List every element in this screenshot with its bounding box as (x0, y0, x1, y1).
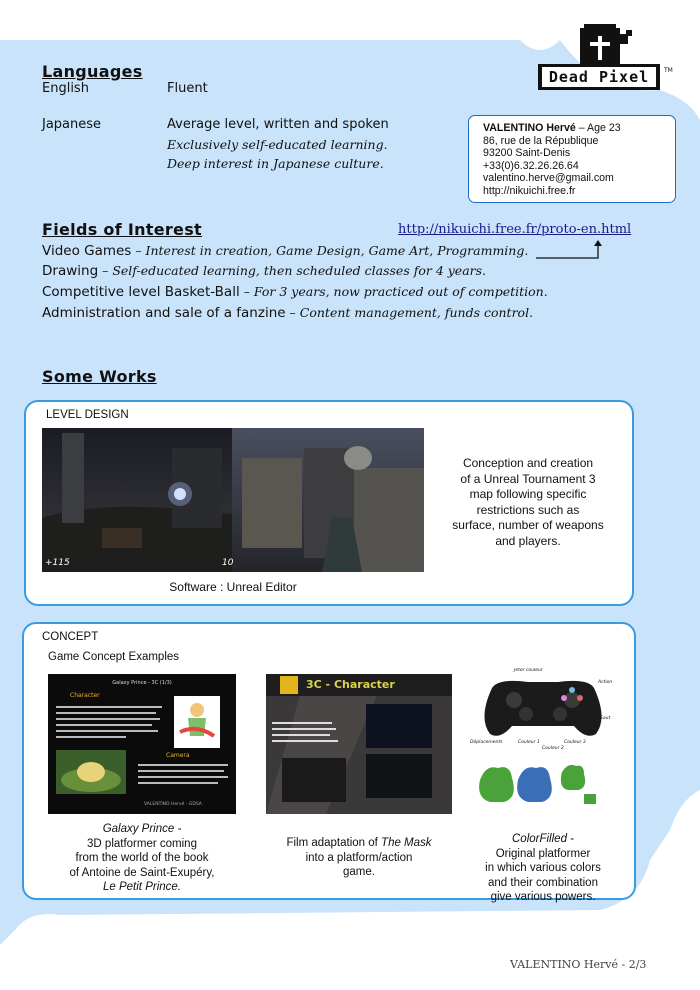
interest-detail: – For 3 years, now practiced out of competition. (239, 284, 548, 299)
interest-detail: – Interest in creation, Game Design, Game Art, Programming. (131, 243, 529, 258)
caption-line: give various powers. (490, 891, 596, 903)
interest-title: Video Games (42, 243, 132, 259)
caption-line: game. (343, 866, 375, 878)
label-throw-color: Jeter couleur (514, 668, 543, 673)
little-prince-image (174, 696, 220, 748)
description-line: surface, number of weapons (452, 518, 604, 532)
slide-text-block (56, 704, 166, 744)
label-color-2: Couleur 2 (542, 746, 564, 751)
contact-city: 93200 Saint-Denis (483, 147, 571, 160)
unreal-scene-image (42, 428, 424, 572)
slide-camera-text (138, 762, 232, 792)
description-line: restrictions such as (476, 502, 580, 517)
galaxy-prince-slide (48, 674, 236, 814)
interest-title: Competitive level Basket-Ball (42, 284, 240, 300)
description-line: Conception and creation (462, 456, 594, 470)
label-action: Action (598, 680, 613, 685)
contact-address: 86, rue de la République (483, 134, 599, 147)
level-design-card (24, 400, 634, 606)
slide-character-heading: Character (70, 692, 100, 699)
camera-text-lines (138, 762, 232, 792)
languages-heading: Languages (42, 62, 143, 81)
caption-line: 3D platformer coming (87, 837, 197, 850)
hud-health: +115 (45, 558, 70, 568)
colorfilled-caption (468, 832, 618, 905)
interest-title: Administration and sale of a fanzine (42, 305, 286, 321)
interests-heading: Fields of Interest (42, 220, 202, 239)
slide-footer: VALENTINO Hervé - GDSA (144, 802, 202, 807)
language-note-1: Exclusively self-educated learning. (167, 137, 388, 152)
caption-line: and their combination (488, 876, 598, 889)
caption-book: Le Petit Prince. (103, 881, 181, 893)
contact-name-line (483, 122, 675, 135)
description-line: of a Unreal Tournament 3 (460, 471, 596, 486)
language-name-english: English (42, 81, 89, 96)
label-movement: Déplacements (470, 740, 503, 745)
interest-detail: – Content management, funds control. (285, 305, 534, 320)
contact-age: – Age 23 (575, 122, 621, 134)
galaxy-prince-caption (34, 822, 250, 895)
mask-slide-image (266, 674, 452, 814)
level-design-description (428, 456, 628, 549)
caption-title: ColorFilled - (512, 833, 574, 845)
interest-basketball (42, 284, 548, 300)
caption-first-line (252, 836, 466, 851)
caption-line: Original platformer (495, 847, 591, 860)
interest-video-games (42, 243, 528, 259)
label-color-3: Couleur 3 (564, 740, 586, 745)
language-level-japanese: Average level, written and spoken (167, 117, 389, 132)
logo-text: Dead Pixel (548, 68, 650, 86)
concept-subtitle: Game Concept Examples (48, 651, 180, 663)
interest-title: Drawing (42, 263, 99, 279)
concept-card (22, 622, 636, 903)
interest-fanzine (42, 305, 533, 321)
contact-phone[interactable]: +33(0)6.32.26.26.64 (483, 159, 579, 172)
caption-title: Galaxy Prince - (102, 823, 182, 835)
page-footer: VALENTINO Hervé - 2/3 (510, 958, 647, 971)
little-prince-illustration (174, 696, 220, 748)
interest-drawing (42, 263, 486, 279)
description-line: and players. (495, 533, 561, 548)
language-level-english: Fluent (167, 81, 208, 96)
caption-line: from the world of the book (75, 852, 209, 864)
contact-card (468, 115, 676, 203)
caption-line: into a platform/action (305, 851, 413, 864)
label-jump: Saut (600, 716, 611, 721)
hud-ammo: 10 (222, 558, 234, 568)
slide-text-lines (56, 704, 166, 744)
slide-title: Galaxy Prince - 3C (1/3) (112, 680, 172, 686)
interest-detail: – Self-educated learning, then scheduled classes for 4 years. (98, 263, 487, 278)
mask-slide-title: 3C - Character (306, 678, 395, 691)
dead-pixel-logo (528, 20, 678, 100)
contact-website[interactable]: http://nikuichi.free.fr (483, 184, 576, 197)
label-color-1: Couleur 1 (518, 740, 540, 745)
software-label: Software : Unreal Editor (169, 580, 297, 594)
arrow-up-icon (534, 238, 604, 262)
unreal-screenshot (42, 428, 424, 572)
caption-line: of Antoine de Saint-Exupéry, (69, 866, 215, 879)
planet-image (56, 750, 126, 794)
works-heading: Some Works (42, 367, 157, 386)
portfolio-link[interactable]: http://nikuichi.free.fr/proto-en.html (398, 222, 632, 237)
colorfilled-slide (468, 668, 618, 828)
mask-slide (266, 674, 452, 814)
mask-caption (252, 836, 466, 880)
language-note-2: Deep interest in Japanese culture. (167, 156, 384, 171)
logo-trademark: TM (664, 67, 673, 74)
contact-email[interactable]: valentino.herve@gmail.com (483, 172, 614, 185)
language-name-japanese: Japanese (42, 117, 102, 132)
level-design-title: LEVEL DESIGN (46, 409, 129, 421)
tombstone-icon (528, 20, 678, 100)
slide-camera-heading: Camera (166, 752, 190, 759)
planet-screenshot (56, 750, 126, 794)
caption-film: The Mask (381, 837, 432, 849)
caption-line: in which various colors (485, 862, 601, 874)
contact-name: VALENTINO Hervé (483, 122, 576, 134)
concept-title: CONCEPT (42, 631, 99, 643)
caption-prefix: Film adaptation of (286, 837, 382, 849)
description-line: map following specific (469, 487, 587, 501)
